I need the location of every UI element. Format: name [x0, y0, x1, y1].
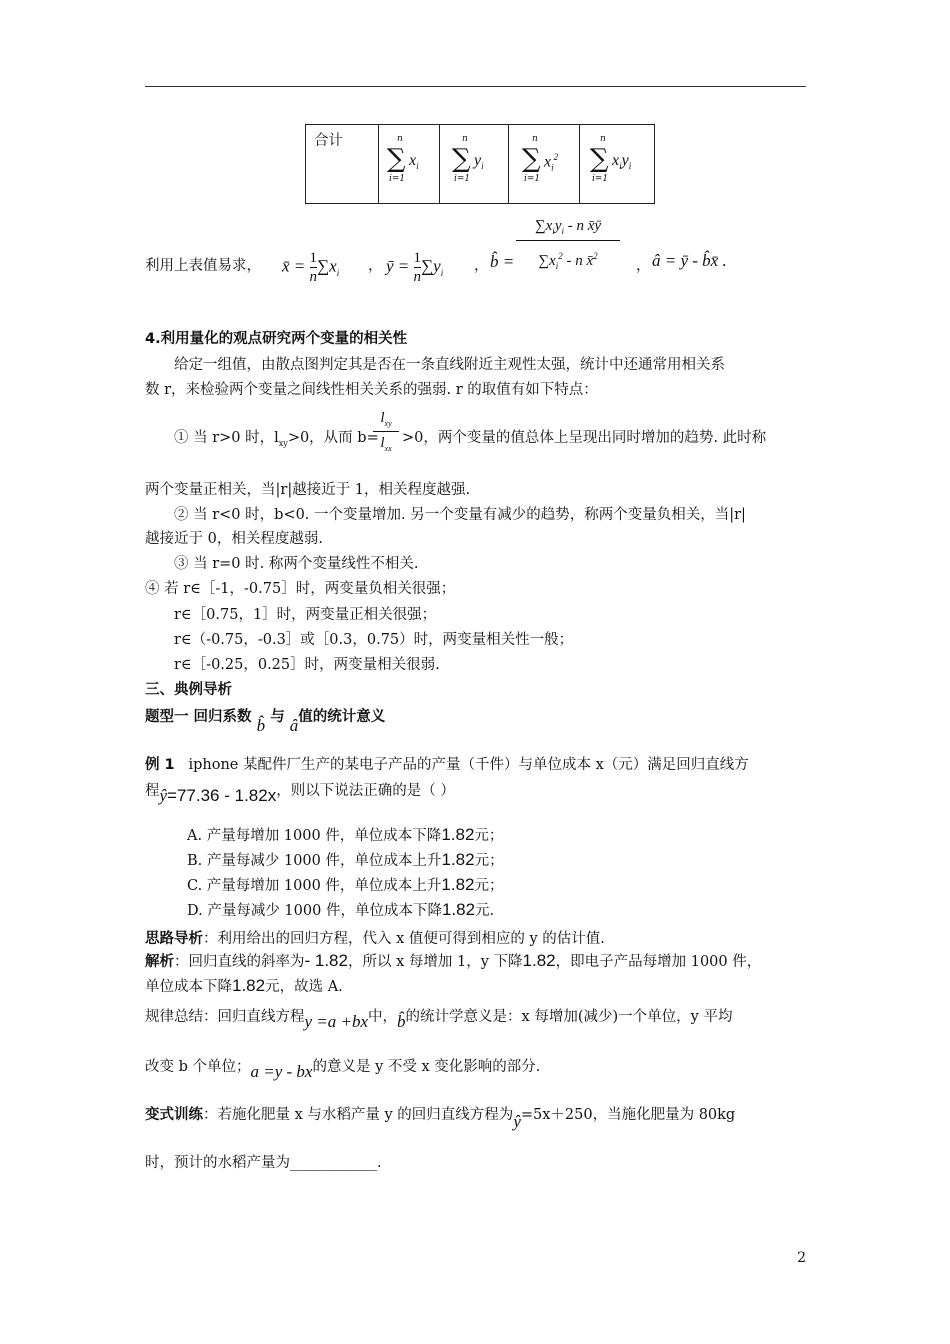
item1-text-end: 两个变量正相关，当|r|越接近于 1，相关程度越强.	[145, 482, 471, 498]
example-line2: 程ŷ=77.36 - 1.82x，则以下说法正确的是（ ）	[145, 783, 455, 805]
section4-para-cont: 数 r，来检验两个变量之间线性相关关系的强弱. r 的取值有如下特点：	[145, 382, 598, 398]
sum-y-cell: n ∑ i=1 $y_i$	[440, 125, 509, 204]
item2-text-cont: 越接近于 0，相关程度越弱.	[145, 531, 323, 547]
formula-intro: 利用上表值易求，	[145, 258, 261, 274]
header-rule	[145, 86, 806, 87]
option-d[interactable]: D. 产量每减少 1000 件，单位成本下降1.82元.	[187, 900, 495, 919]
sum-x-cell: n ∑ i=1 $x_i$	[379, 125, 440, 204]
item4-text-c: r∈（-0.75，-0.3］或［0.3，0.75）时，两变量相关性一般；	[174, 632, 574, 648]
item4-text: ④ 若 r∈［-1，-0.75］时，两变量负相关很强；	[145, 581, 456, 597]
table-label: 合计	[306, 125, 379, 204]
type1-title: 题型一 回归系数 b̂ 与 â值的统计意义	[145, 709, 386, 735]
table-row	[306, 125, 655, 204]
example-line1: 例 1 iphone 某配件厂生产的某电子产品的产量（千件）与单位成本 x（元）满足回归直线方	[145, 757, 749, 773]
b-hat-fraction: $\sum x_iy_i$ - n x̄ȳ $\sum x_i^2$ - n x̄$^2$	[516, 218, 620, 271]
a-hat-formula: â = ȳ - b̂x̄ .	[652, 251, 727, 270]
item1-text-cont: >0，两个变量的值总体上呈现出同时增加的趋势. 此时称	[402, 430, 767, 446]
section4-title: 4.利用量化的观点研究两个变量的相关性	[145, 331, 408, 347]
mean-y-formula: ȳ = $\frac{1}{n}$ $\sum y_i$	[386, 250, 444, 285]
section4-para: 给定一组值，由散点图判定其是否在一条直线附近主观性太强，统计中还通常用相关系	[174, 357, 725, 373]
variant-line2: 时，预计的水稻产量为____________.	[145, 1155, 382, 1171]
item1-text: ① 当 r>0 时，$l_{xy}>0$，从而 b=	[174, 430, 379, 448]
solution-line1: 解析：回归直线的斜率为- 1.82，所以 x 每增加 1，y 下降1.82，即电子产品每增加 1000 件，	[145, 951, 762, 970]
summary-table	[305, 124, 655, 204]
option-a[interactable]: A. 产量每增加 1000 件，单位成本下降1.82元；	[187, 825, 504, 844]
option-b[interactable]: B. 产量每减少 1000 件，单位成本上升1.82元；	[187, 850, 504, 869]
rule-line1: 规律总结：回归直线方程y =a +bx中，b̂的统计学意义是：x 每增加(减少)一个单位，y 平均	[145, 1009, 733, 1031]
option-c[interactable]: C. 产量每增加 1000 件，单位成本上升1.82元；	[187, 875, 504, 894]
item4-text-b: r∈［0.75，1］时，两变量正相关很强；	[174, 607, 437, 623]
item4-text-d: r∈［-0.25，0.25］时，两变量相关很弱.	[174, 657, 440, 673]
rule-line2: 改变 b 个单位；a =y - bx的意义是 y 不受 x 变化影响的部分.	[145, 1059, 541, 1081]
item2-text: ② 当 r<0 时，b<0. 一个变量增加. 另一个变量有减少的趋势，称两个变量负相关，当|r|	[174, 507, 746, 523]
item3-text: ③ 当 r=0 时. 称两个变量线性不相关.	[174, 556, 419, 572]
solution-line2: 单位成本下降1.82元，故选 A.	[145, 976, 343, 995]
guide-text: 思路导析：利用给出的回归方程，代入 x 值便可得到相应的 y 的估计值.	[145, 931, 605, 947]
answer-blank[interactable]: ____________	[290, 1155, 377, 1171]
variant-line1: 变式训练：若施化肥量 x 与水稻产量 y 的回归直线方程为ŷ=5x＋250，当施化肥量为 80kg	[145, 1107, 736, 1131]
sum-xy-cell: n ∑ i=1 $x_iy_i$	[580, 125, 655, 204]
b-hat-symbol: b̂ =	[490, 252, 515, 271]
page-number: 2	[797, 1250, 806, 1266]
sum-x2-cell: n ∑ i=1 $x_i^2$	[509, 125, 580, 204]
lxy-lxx-fraction: $l_{xy}$ $l_{xx}$	[373, 410, 399, 453]
section3-title: 三、典例导析	[145, 682, 232, 698]
mean-x-formula: x̄ = $\frac{1}{n}$ $\sum x_i$	[282, 250, 340, 285]
